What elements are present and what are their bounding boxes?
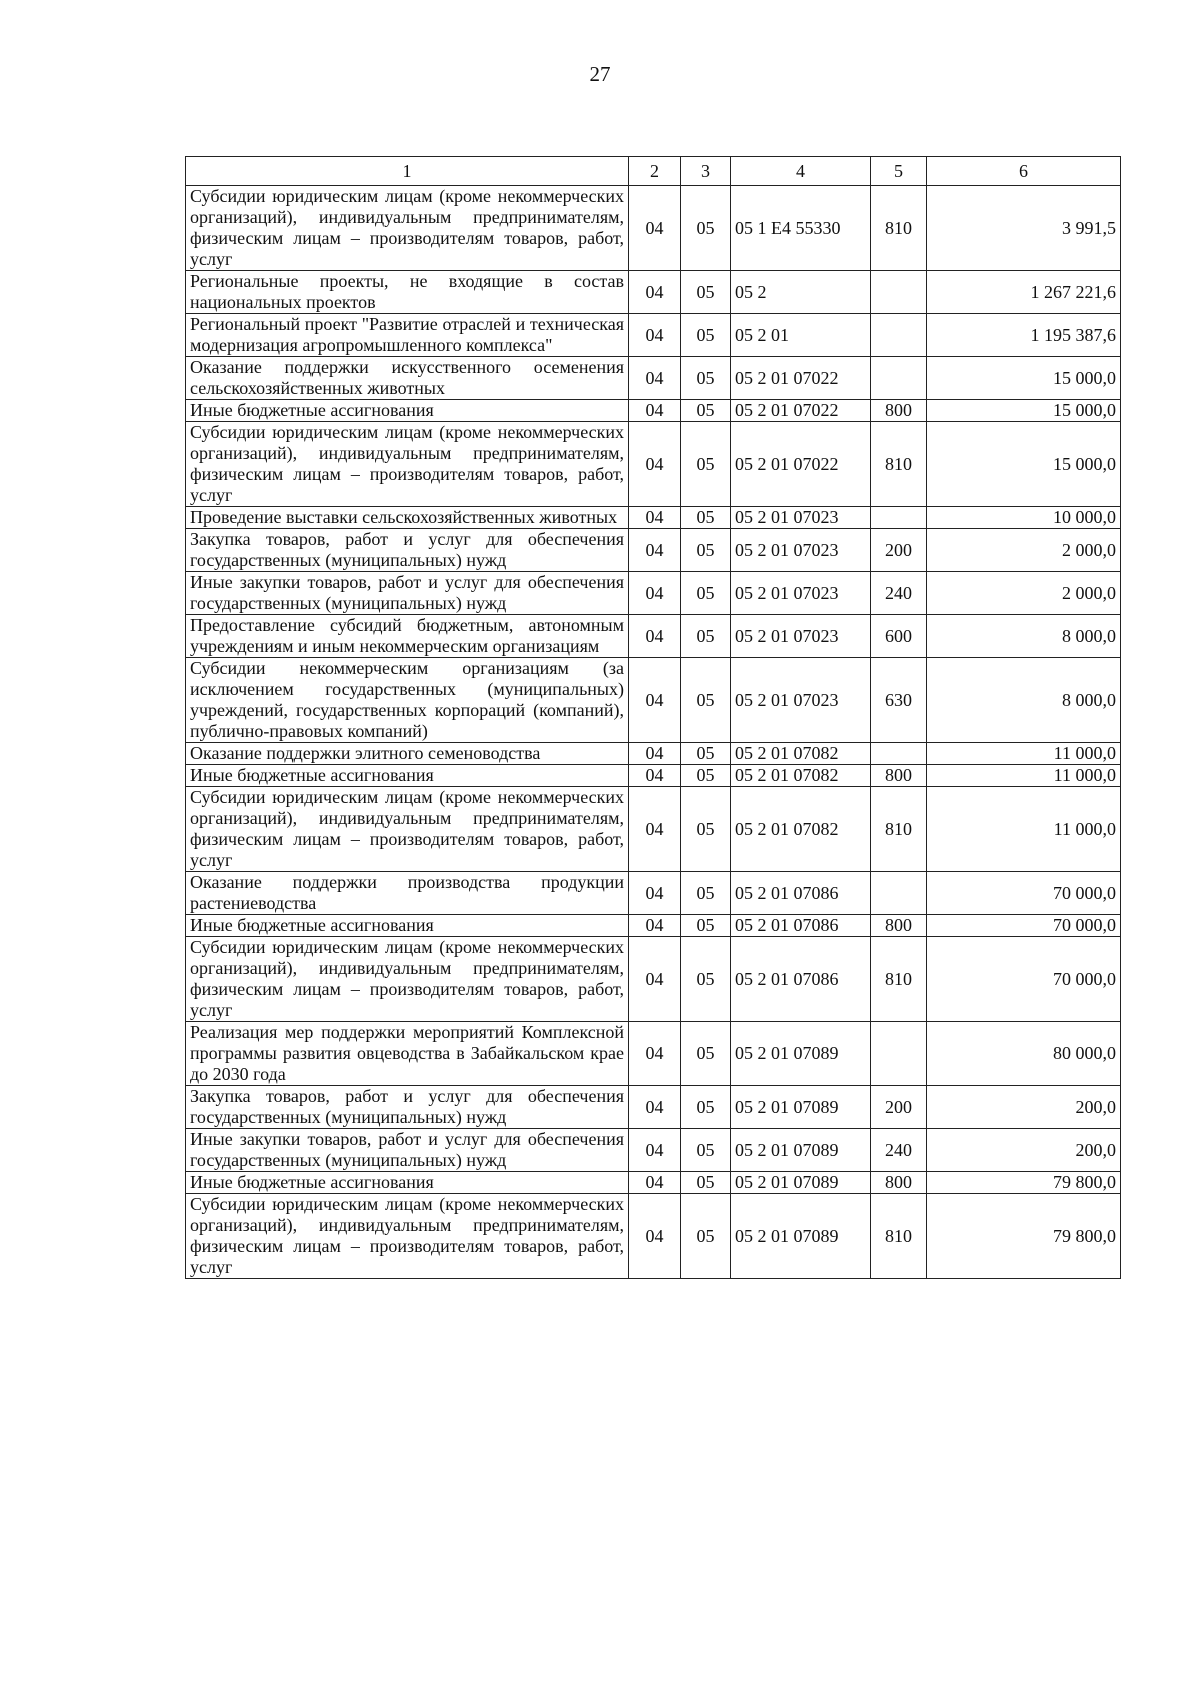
cell-section: 04 xyxy=(629,915,681,937)
cell-name: Оказание поддержки элитного семеноводства xyxy=(186,743,629,765)
cell-target-article: 05 2 01 07089 xyxy=(731,1172,871,1194)
cell-expense-type: 810 xyxy=(871,1194,927,1279)
cell-amount: 1 195 387,6 xyxy=(927,314,1121,357)
cell-name: Иные закупки товаров, работ и услуг для обеспечения государственных (муниципальных) нужд xyxy=(186,572,629,615)
page-number: 27 xyxy=(589,62,611,86)
cell-amount: 8 000,0 xyxy=(927,658,1121,743)
cell-section: 04 xyxy=(629,872,681,915)
column-header: 3 xyxy=(681,157,731,186)
cell-name: Закупка товаров, работ и услуг для обеспечения государственных (муниципальных) нужд xyxy=(186,529,629,572)
cell-target-article: 05 2 01 07022 xyxy=(731,400,871,422)
cell-amount: 11 000,0 xyxy=(927,743,1121,765)
cell-amount: 2 000,0 xyxy=(927,529,1121,572)
cell-expense-type xyxy=(871,507,927,529)
cell-amount: 79 800,0 xyxy=(927,1194,1121,1279)
cell-expense-type xyxy=(871,314,927,357)
cell-subsection: 05 xyxy=(681,915,731,937)
cell-target-article: 05 2 01 07089 xyxy=(731,1129,871,1172)
cell-name: Иные бюджетные ассигнования xyxy=(186,915,629,937)
cell-target-article: 05 2 01 07082 xyxy=(731,743,871,765)
cell-section: 04 xyxy=(629,422,681,507)
column-header: 5 xyxy=(871,157,927,186)
cell-section: 04 xyxy=(629,937,681,1022)
cell-expense-type: 800 xyxy=(871,915,927,937)
cell-amount: 79 800,0 xyxy=(927,1172,1121,1194)
cell-expense-type: 800 xyxy=(871,765,927,787)
cell-name: Проведение выставки сельскохозяйственных животных xyxy=(186,507,629,529)
cell-name: Предоставление субсидий бюджетным, автономным учреждениям и иным некоммерческим организациям xyxy=(186,615,629,658)
cell-name: Субсидии юридическим лицам (кроме некоммерческих организаций), индивидуальным предпринимателям, физическим лицам – производителям товаров, работ, услуг xyxy=(186,1194,629,1279)
cell-name: Оказание поддержки производства продукции растениеводства xyxy=(186,872,629,915)
cell-subsection: 05 xyxy=(681,765,731,787)
cell-target-article: 05 2 01 07082 xyxy=(731,765,871,787)
cell-expense-type: 240 xyxy=(871,572,927,615)
cell-expense-type: 810 xyxy=(871,787,927,872)
cell-target-article: 05 2 01 07089 xyxy=(731,1086,871,1129)
cell-subsection: 05 xyxy=(681,658,731,743)
table-row xyxy=(186,615,1121,658)
cell-target-article: 05 2 01 07023 xyxy=(731,507,871,529)
cell-section: 04 xyxy=(629,1194,681,1279)
budget-table xyxy=(185,156,1121,1279)
cell-amount: 10 000,0 xyxy=(927,507,1121,529)
cell-expense-type xyxy=(871,271,927,314)
cell-expense-type: 630 xyxy=(871,658,927,743)
cell-amount: 2 000,0 xyxy=(927,572,1121,615)
cell-target-article: 05 2 01 07023 xyxy=(731,658,871,743)
column-header: 6 xyxy=(927,157,1121,186)
cell-subsection: 05 xyxy=(681,357,731,400)
cell-expense-type: 200 xyxy=(871,529,927,572)
cell-subsection: 05 xyxy=(681,872,731,915)
cell-section: 04 xyxy=(629,658,681,743)
cell-name: Закупка товаров, работ и услуг для обеспечения государственных (муниципальных) нужд xyxy=(186,1086,629,1129)
table-header-row xyxy=(186,157,1121,186)
cell-section: 04 xyxy=(629,507,681,529)
cell-target-article: 05 2 01 07082 xyxy=(731,787,871,872)
table-row xyxy=(186,872,1121,915)
cell-section: 04 xyxy=(629,1172,681,1194)
cell-target-article: 05 2 01 07086 xyxy=(731,872,871,915)
cell-amount: 15 000,0 xyxy=(927,357,1121,400)
cell-subsection: 05 xyxy=(681,507,731,529)
table-row xyxy=(186,186,1121,271)
cell-amount: 11 000,0 xyxy=(927,765,1121,787)
cell-section: 04 xyxy=(629,529,681,572)
cell-name: Региональный проект "Развитие отраслей и техническая модернизация агропромышленного комплекса" xyxy=(186,314,629,357)
cell-subsection: 05 xyxy=(681,615,731,658)
cell-amount: 70 000,0 xyxy=(927,937,1121,1022)
cell-section: 04 xyxy=(629,615,681,658)
table-row xyxy=(186,937,1121,1022)
cell-section: 04 xyxy=(629,765,681,787)
column-header: 4 xyxy=(731,157,871,186)
cell-target-article: 05 2 01 07022 xyxy=(731,357,871,400)
cell-name: Иные бюджетные ассигнования xyxy=(186,765,629,787)
cell-subsection: 05 xyxy=(681,422,731,507)
cell-section: 04 xyxy=(629,1129,681,1172)
cell-target-article: 05 2 01 07023 xyxy=(731,572,871,615)
cell-amount: 200,0 xyxy=(927,1129,1121,1172)
cell-subsection: 05 xyxy=(681,400,731,422)
cell-subsection: 05 xyxy=(681,787,731,872)
cell-expense-type: 810 xyxy=(871,937,927,1022)
cell-subsection: 05 xyxy=(681,572,731,615)
cell-expense-type xyxy=(871,1022,927,1086)
table-row xyxy=(186,271,1121,314)
cell-subsection: 05 xyxy=(681,1129,731,1172)
cell-section: 04 xyxy=(629,743,681,765)
table-row xyxy=(186,1194,1121,1279)
cell-target-article: 05 2 01 07089 xyxy=(731,1194,871,1279)
cell-amount: 8 000,0 xyxy=(927,615,1121,658)
cell-subsection: 05 xyxy=(681,937,731,1022)
cell-expense-type: 800 xyxy=(871,1172,927,1194)
table-row xyxy=(186,1086,1121,1129)
table-body xyxy=(186,186,1121,1279)
table-row xyxy=(186,787,1121,872)
cell-amount: 200,0 xyxy=(927,1086,1121,1129)
cell-section: 04 xyxy=(629,357,681,400)
cell-name: Иные бюджетные ассигнования xyxy=(186,400,629,422)
cell-name: Субсидии юридическим лицам (кроме некоммерческих организаций), индивидуальным предпринимателям, физическим лицам – производителям товаров, работ, услуг xyxy=(186,186,629,271)
cell-amount: 70 000,0 xyxy=(927,915,1121,937)
cell-amount: 15 000,0 xyxy=(927,422,1121,507)
table-row xyxy=(186,1022,1121,1086)
cell-section: 04 xyxy=(629,787,681,872)
cell-name: Иные бюджетные ассигнования xyxy=(186,1172,629,1194)
table-row xyxy=(186,357,1121,400)
cell-expense-type xyxy=(871,357,927,400)
cell-section: 04 xyxy=(629,314,681,357)
cell-amount: 80 000,0 xyxy=(927,1022,1121,1086)
cell-expense-type: 810 xyxy=(871,186,927,271)
cell-expense-type: 200 xyxy=(871,1086,927,1129)
cell-target-article: 05 2 xyxy=(731,271,871,314)
cell-subsection: 05 xyxy=(681,1086,731,1129)
cell-subsection: 05 xyxy=(681,1194,731,1279)
cell-subsection: 05 xyxy=(681,271,731,314)
cell-expense-type xyxy=(871,743,927,765)
cell-section: 04 xyxy=(629,1086,681,1129)
cell-section: 04 xyxy=(629,186,681,271)
cell-subsection: 05 xyxy=(681,1022,731,1086)
cell-name: Субсидии некоммерческим организациям (за исключением государственных (муниципальных) учреждений, государственных корпораций (компаний), публично-правовых компаний) xyxy=(186,658,629,743)
cell-amount: 3 991,5 xyxy=(927,186,1121,271)
table-row xyxy=(186,765,1121,787)
cell-section: 04 xyxy=(629,1022,681,1086)
cell-name: Иные закупки товаров, работ и услуг для обеспечения государственных (муниципальных) нужд xyxy=(186,1129,629,1172)
cell-name: Региональные проекты, не входящие в состав национальных проектов xyxy=(186,271,629,314)
cell-name: Реализация мер поддержки мероприятий Комплексной программы развития овцеводства в Забайкальском крае до 2030 года xyxy=(186,1022,629,1086)
cell-amount: 70 000,0 xyxy=(927,872,1121,915)
cell-section: 04 xyxy=(629,572,681,615)
table-row xyxy=(186,314,1121,357)
table-row xyxy=(186,658,1121,743)
cell-expense-type: 240 xyxy=(871,1129,927,1172)
table-row xyxy=(186,422,1121,507)
table-row xyxy=(186,507,1121,529)
cell-name: Оказание поддержки искусственного осеменения сельскохозяйственных животных xyxy=(186,357,629,400)
cell-target-article: 05 2 01 07086 xyxy=(731,915,871,937)
table-row xyxy=(186,743,1121,765)
cell-expense-type: 810 xyxy=(871,422,927,507)
cell-amount: 11 000,0 xyxy=(927,787,1121,872)
cell-section: 04 xyxy=(629,271,681,314)
cell-expense-type xyxy=(871,872,927,915)
cell-target-article: 05 2 01 07086 xyxy=(731,937,871,1022)
table-row xyxy=(186,1129,1121,1172)
cell-target-article: 05 2 01 07023 xyxy=(731,615,871,658)
table-row xyxy=(186,400,1121,422)
cell-target-article: 05 2 01 07023 xyxy=(731,529,871,572)
cell-subsection: 05 xyxy=(681,743,731,765)
table-row xyxy=(186,915,1121,937)
cell-name: Субсидии юридическим лицам (кроме некоммерческих организаций), индивидуальным предпринимателям, физическим лицам – производителям товаров, работ, услуг xyxy=(186,787,629,872)
table-row xyxy=(186,529,1121,572)
cell-section: 04 xyxy=(629,400,681,422)
cell-target-article: 05 2 01 07022 xyxy=(731,422,871,507)
cell-expense-type: 600 xyxy=(871,615,927,658)
cell-amount: 1 267 221,6 xyxy=(927,271,1121,314)
cell-subsection: 05 xyxy=(681,314,731,357)
cell-subsection: 05 xyxy=(681,529,731,572)
cell-expense-type: 800 xyxy=(871,400,927,422)
cell-subsection: 05 xyxy=(681,1172,731,1194)
column-header: 1 xyxy=(186,157,629,186)
cell-name: Субсидии юридическим лицам (кроме некоммерческих организаций), индивидуальным предпринимателям, физическим лицам – производителям товаров, работ, услуг xyxy=(186,937,629,1022)
table-row xyxy=(186,572,1121,615)
cell-target-article: 05 2 01 xyxy=(731,314,871,357)
column-header: 2 xyxy=(629,157,681,186)
cell-name: Субсидии юридическим лицам (кроме некоммерческих организаций), индивидуальным предпринимателям, физическим лицам – производителям товаров, работ, услуг xyxy=(186,422,629,507)
table-row xyxy=(186,1172,1121,1194)
cell-target-article: 05 2 01 07089 xyxy=(731,1022,871,1086)
cell-subsection: 05 xyxy=(681,186,731,271)
cell-amount: 15 000,0 xyxy=(927,400,1121,422)
cell-target-article: 05 1 E4 55330 xyxy=(731,186,871,271)
